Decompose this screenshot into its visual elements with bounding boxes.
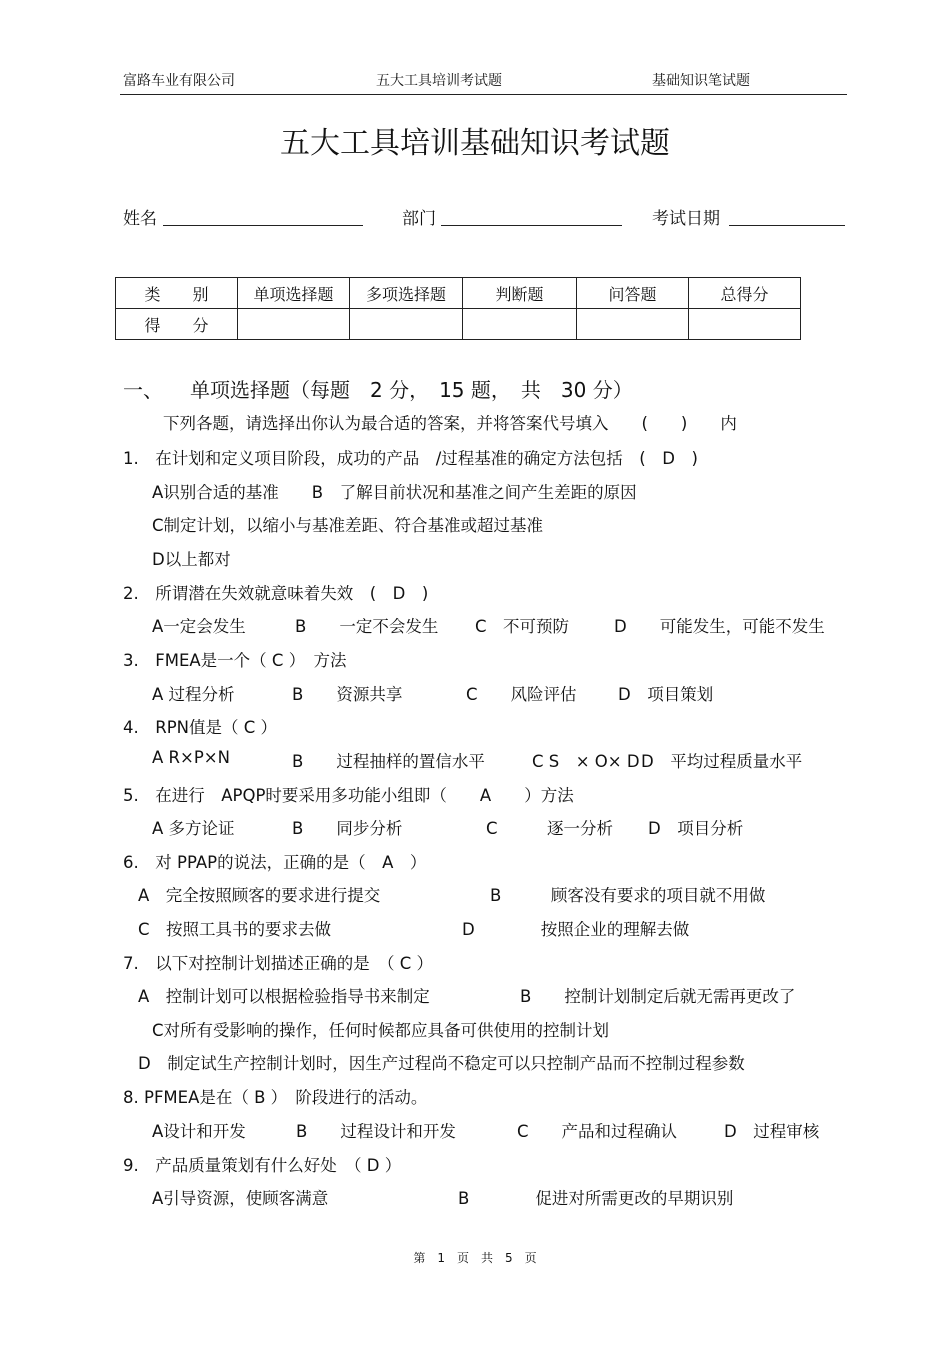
score-table-score-row	[116, 309, 801, 340]
question-option: D以上都对	[152, 550, 231, 569]
question-option: C 产品和过程确认	[517, 1122, 678, 1141]
question-option: B 过程抽样的置信水平	[292, 752, 485, 771]
question-option: D 可能发生，可能不发生	[614, 617, 825, 636]
question-option: C对所有受影响的操作，任何时候都应具备可供使用的控制计划	[152, 1021, 610, 1040]
question-option: D 过程审核	[724, 1122, 820, 1141]
score-cell-qa: 问答题	[577, 278, 689, 309]
question-option: A 过程分析	[152, 685, 235, 704]
question-stem: 4. RPN值是（ C ）	[123, 718, 278, 737]
question-stem: 6. 对 PPAP的说法，正确的是（ A ）	[123, 853, 427, 872]
name-field[interactable]	[163, 225, 363, 226]
question-option: A 完全按照顾客的要求进行提交	[138, 886, 381, 905]
date-field[interactable]	[729, 225, 845, 226]
question-stem: 2. 所谓潜在失效就意味着失效 ( D )	[123, 584, 429, 603]
dept-label: 部门	[402, 209, 436, 229]
question-stem: 5. 在进行 APQP时要采用多功能小组即（ A ）方法	[123, 786, 574, 805]
score-cell-score-label: 得 分	[116, 309, 238, 340]
question-stem: 1. 在计划和定义项目阶段，成功的产品 /过程基准的确定方法包括 ( D )	[123, 449, 698, 468]
score-cell-total: 总得分	[689, 278, 801, 309]
score-input[interactable]	[577, 309, 689, 340]
page-title: 五大工具培训基础知识考试题	[280, 126, 670, 161]
question-option: B 同步分析	[292, 819, 403, 838]
question-stem: 9. 产品质量策划有什么好处 （ D ）	[123, 1156, 402, 1175]
question-option: A 控制计划可以根据检验指导书来制定	[138, 987, 430, 1006]
header-right: 基础知识笔试题	[652, 73, 750, 89]
section-instruction: 下列各题，请选择出你认为最合适的答案，并将答案代号填入 ( ) 内	[163, 414, 737, 433]
section-number: 一、	[123, 378, 163, 402]
score-input[interactable]	[463, 309, 577, 340]
question-option: C 风险评估	[466, 685, 577, 704]
question-option: C 不可预防	[475, 617, 570, 636]
question-option: A R×P×N	[152, 748, 230, 767]
question-option: A识别合适的基准 B 了解目前状况和基准之间产生差距的原因	[152, 483, 637, 502]
question-option: A引导资源，使顾客满意	[152, 1189, 329, 1208]
page-number: 第 1 页 共 5 页	[413, 1251, 537, 1265]
header-divider	[120, 94, 847, 95]
question-option: B 控制计划制定后就无需再更改了	[520, 987, 796, 1006]
question-option: D 项目策划	[618, 685, 714, 704]
header-company: 富路车业有限公司	[123, 73, 235, 89]
question-option: B 资源共享	[292, 685, 403, 704]
question-option: A 多方论证	[152, 819, 235, 838]
question-option: A一定会发生	[152, 617, 246, 636]
score-cell-multi-choice: 多项选择题	[350, 278, 463, 309]
question-option: A设计和开发	[152, 1122, 246, 1141]
question-option: C 逐一分析	[486, 819, 614, 838]
section-title: 单项选择题（每题 2 分， 15 题， 共 30 分）	[190, 378, 633, 402]
question-option: C 按照工具书的要求去做	[138, 920, 332, 939]
question-option: D 制定试生产控制计划时，因生产过程尚不稳定可以只控制产品而不控制过程参数	[138, 1054, 745, 1073]
question-stem: 3. FMEA是一个（ C ） 方法	[123, 651, 347, 670]
question-option: C制定计划，以缩小与基准差距、符合基准或超过基准	[152, 516, 544, 535]
question-option: D 项目分析	[648, 819, 744, 838]
score-input[interactable]	[689, 309, 801, 340]
question-option: C S × O× D	[532, 752, 640, 771]
score-cell-single-choice: 单项选择题	[238, 278, 350, 309]
score-input[interactable]	[350, 309, 463, 340]
question-stem: 8. PFMEA是在（ B ） 阶段进行的活动。	[123, 1088, 428, 1107]
dept-field[interactable]	[441, 225, 622, 226]
header-center: 五大工具培训考试题	[376, 73, 502, 89]
score-table	[115, 277, 801, 340]
question-option: D 按照企业的理解去做	[462, 920, 690, 939]
question-option: D 平均过程质量水平	[641, 752, 803, 771]
question-option: B 过程设计和开发	[296, 1122, 456, 1141]
question-option: B 一定不会发生	[295, 617, 439, 636]
score-cell-category: 类 别	[116, 278, 238, 309]
question-stem: 7. 以下对控制计划描述正确的是 （ C ）	[123, 954, 434, 973]
question-option: B 顾客没有要求的项目就不用做	[490, 886, 766, 905]
date-label: 考试日期	[652, 209, 720, 229]
score-cell-true-false: 判断题	[463, 278, 577, 309]
score-table-header-row	[116, 278, 801, 309]
score-input[interactable]	[238, 309, 350, 340]
name-label: 姓名	[123, 209, 157, 229]
question-option: B 促进对所需更改的早期识别	[458, 1189, 734, 1208]
